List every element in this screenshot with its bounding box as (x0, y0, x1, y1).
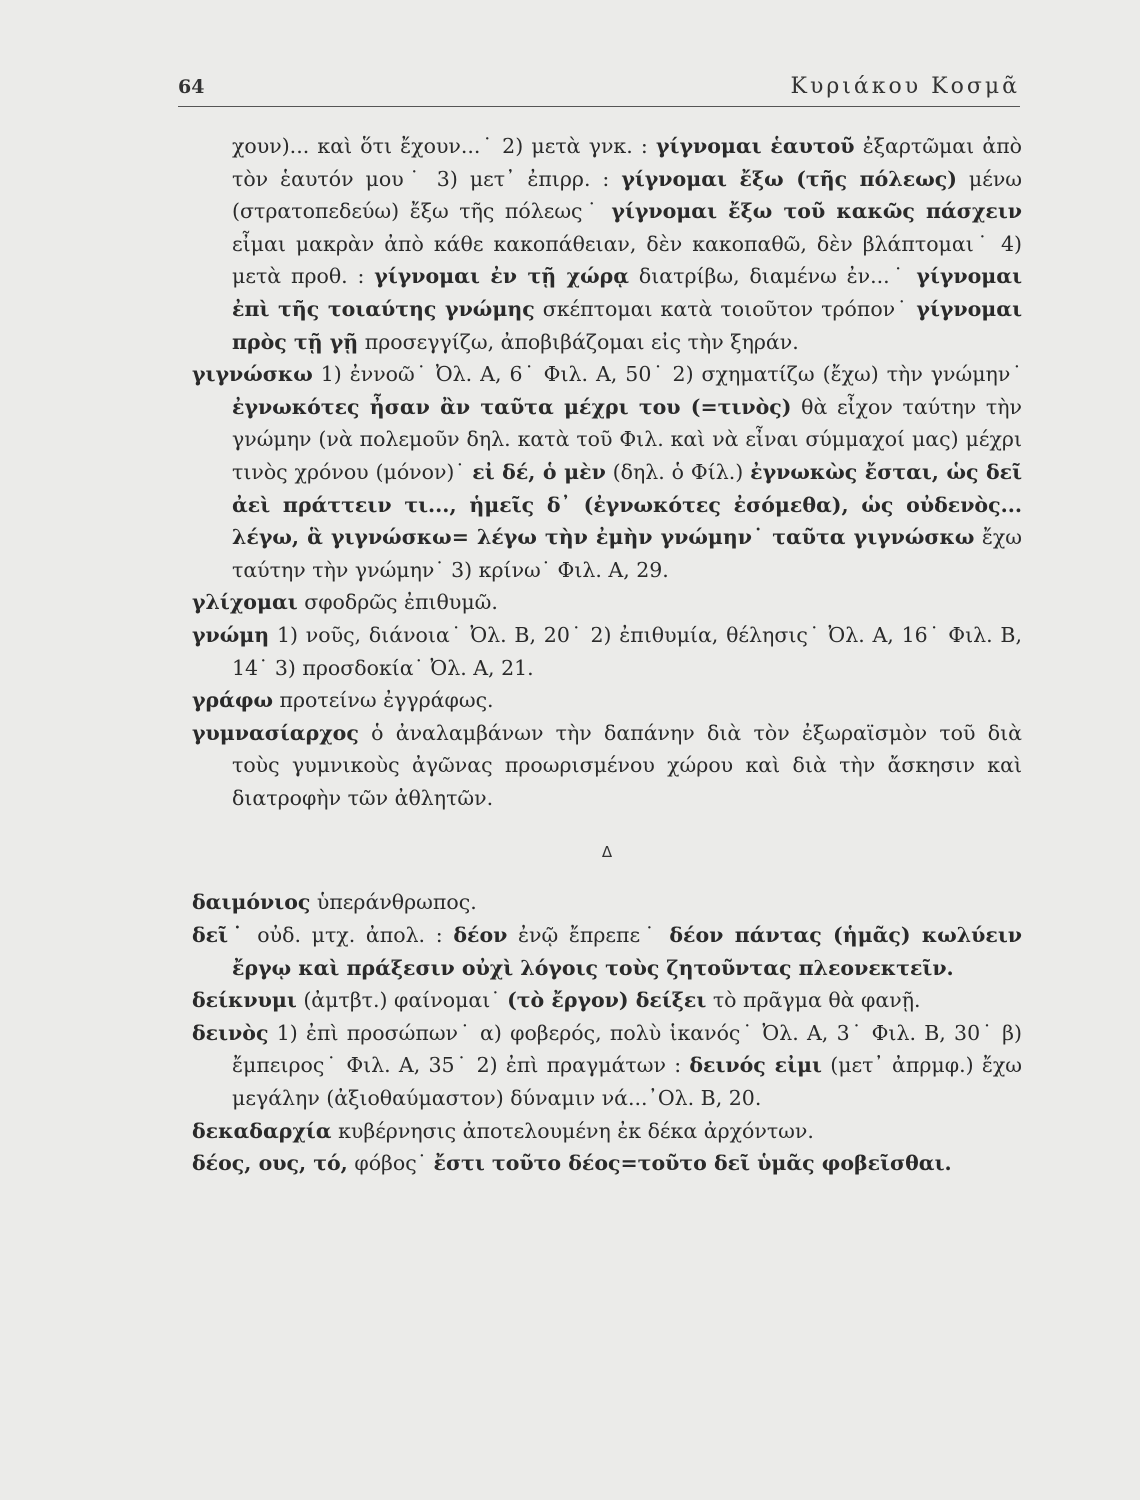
page-number: 64 (178, 76, 205, 98)
entry-text: προτείνω ἐγγράφως. (273, 688, 494, 713)
entry-bold-text: γυμνασίαρχος (192, 720, 359, 745)
entry-bold-text: γιγνώσκω (192, 362, 313, 387)
glossary-entry (192, 919, 1022, 984)
entry-text: (ἀμτβτ.) φαίνομαι˙ (296, 988, 508, 1013)
entry-text: (δηλ. ὁ Φίλ.) (605, 459, 751, 484)
entry-bold-text: δείκνυμι (192, 988, 297, 1013)
entry-bold-text: γνώμη (192, 622, 270, 647)
entry-text: ἔχω ταύτην τὴν γνώμην˙ 3) κρίνω˙ Φιλ. Α, 29. (232, 525, 1022, 582)
glossary-entry (192, 1115, 1022, 1148)
entry-bold-text: γράφω (192, 688, 274, 713)
entry-text: ὑπεράνθρωπος. (310, 890, 477, 915)
glossary-entry (192, 1147, 1022, 1180)
glossary-text (192, 130, 1022, 1180)
entry-text: 1) νοῦς, διάνοια˙ Ὀλ. Β, 20˙ 2) ἐπιθυμία, θέλησις˙ Ὀλ. Α, 16˙ Φιλ. Β, 14˙ 3) προσδοκία˙ Ὀλ. Α, 21. (232, 622, 1022, 680)
page-header (178, 72, 1020, 107)
glossary-block-delta (192, 886, 1022, 1179)
entry-bold-text: γίγνομαι ἔξω (τῆς πόλεως) (621, 166, 957, 191)
entry-bold-text: δεκαδαρχία (192, 1118, 332, 1143)
entry-bold-text: δαιμόνιος (192, 890, 311, 915)
entry-bold-text: (τὸ ἔργον) δείξει (507, 988, 707, 1013)
entry-text: οὐδ. μτχ. ἀπολ. : (246, 923, 454, 948)
entry-bold-text: ἐγνωκότες ἦσαν ἂν ταῦτα μέχρι του (=τινὸς) (232, 394, 792, 419)
glossary-entry (192, 619, 1022, 684)
glossary-entry (192, 586, 1022, 619)
glossary-entry (192, 1017, 1022, 1115)
entry-text: (μετ᾽ ἀπρμφ.) ἔχω μεγάλην (ἀξιοθαύμαστον) δύναμιν νά...᾽Ολ. Β, 20. (232, 1053, 1022, 1111)
glossary-entry (192, 358, 1022, 586)
entry-text: διατρίβω, διαμένω ἐν...˙ (629, 264, 917, 289)
entry-text: 1) ἐννοῶ˙ Ὀλ. Α, 6˙ Φιλ. Α, 50˙ 2) σχηματίζω (ἔχω) τὴν γνώμην˙ (312, 362, 1022, 387)
entry-bold-text: δεινός εἰμι (689, 1053, 822, 1078)
entry-text: τὸ πρᾶγμα θὰ φανῇ. (706, 988, 921, 1013)
entry-bold-text: δεινὸς (192, 1020, 269, 1045)
entry-bold-text: γίγνομαι ἑαυτοῦ (656, 134, 855, 158)
entry-text: ἐξαρτῶμαι ἀπὸ τὸν ἑαυτόν μου˙ 3) μετ᾽ ἐπιρρ. : (232, 134, 1023, 191)
entry-text: θὰ εἶχον ταύτην τὴν γνώμην (νὰ πολεμοῦν δηλ. κατὰ τοῦ Φιλ. καὶ νὰ εἶναι σύμμαχοί μας) μέχρι τινὸς χρόνου (μόνον)˙ (232, 394, 1023, 484)
entry-bold-text: δέος, ους, τό, (192, 1151, 348, 1176)
glossary-entry (192, 717, 1022, 815)
entry-bold-text: γίγνομαι ἐν τῇ χώρᾳ (374, 264, 630, 289)
entry-text: εἶμαι μακρὰν ἀπὸ κάθε κακοπάθειαν, δὲν κακοπαθῶ, δὲν βλάπτομαι˙ 4) μετὰ προθ. : (232, 231, 1022, 289)
glossary-entry (192, 684, 1022, 717)
entry-bold-text: γίγνομαι ἐπὶ τῆς τοιαύτης γνώμης (232, 264, 1022, 321)
entry-text: μένω (στρατοπεδεύω) ἔξω τῆς πόλεως˙ (232, 166, 1023, 224)
entry-text: 1) ἐπὶ προσώπων˙ α) φοβερός, πολὺ ἱκανός˙ Ὀλ. Α, 3˙ Φιλ. Β, 30˙ β) ἔμπειρος˙ Φιλ. Α, 35˙ 2) ἐπὶ πραγμάτων : (232, 1020, 1022, 1078)
entry-bold-text: δέον (453, 923, 508, 948)
entry-text: προσεγγίζω, ἀποβιβάζομαι εἰς τὴν ξηράν. (358, 329, 799, 354)
entry-text: ὁ ἀναλαμβάνων τὴν δαπάνην διὰ τὸν ἐξωραϊσμὸν τοῦ διὰ τοὺς γυμνικοὺς ἀγῶνας προωρισμένου χώρου καὶ διὰ τὴν ἄσκησιν καὶ διατροφὴν τῶν ἀθλητῶν. (232, 720, 1022, 810)
entry-text: κυβέρνησις ἀποτελουμένη ἐκ δέκα ἀρχόντων. (331, 1118, 814, 1143)
entry-bold-text: δέον πάντας (ἡμᾶς) κωλύειν ἔργῳ καὶ πράξεσιν οὐχὶ λόγοις τοὺς ζητοῦντας πλεονεκτεῖν. (232, 923, 1022, 980)
entry-bold-text: εἰ δέ, ὁ μὲν (472, 459, 606, 484)
entry-bold-text: γίγνομαι πρὸς τῇ γῇ (232, 296, 1022, 354)
entry-bold-text: ἐγνωκὼς ἔσται, ὡς δεῖ ἀεὶ πράττειν τι..., ἡμεῖς δ᾽ (ἐγνωκότες ἐσόμεθα), ὡς οὐδενὸς... λέγω, ἃ γιγνώσκω= λέγω τὴν ἐμὴν γνώμην˙ ταῦτα γιγνώσκω (232, 459, 1022, 550)
entry-text: χουν)... καὶ ὅτι ἔχουν...˙ 2) μετὰ γνκ. : (232, 134, 656, 158)
entry-bold-text: ἔστι τοῦτο δέος=τοῦτο δεῖ ὑμᾶς φοβεῖσθαι. (433, 1151, 952, 1176)
entry-text: ἐνῷ ἔπρεπε˙ (507, 923, 670, 948)
section-letter: Δ (601, 843, 613, 862)
entry-bold-text: γλίχομαι (192, 590, 298, 615)
entry-bold-text: δεῖ˙ (192, 923, 247, 948)
entry-text: σκέπτομαι κατὰ τοιοῦτον τρόπον˙ (534, 296, 917, 321)
glossary-entry (192, 886, 1022, 919)
running-title: Κυριάκου Κοσμᾶ (790, 74, 1020, 99)
entry-bold-text: γίγνομαι ἔξω τοῦ κακῶς πάσχειν (611, 199, 1023, 224)
entry-text: σφοδρῶς ἐπιθυμῶ. (297, 590, 498, 615)
glossary-entry (192, 984, 1022, 1017)
glossary-block-gamma (192, 130, 1022, 814)
entry-text: φόβος˙ (347, 1151, 434, 1176)
glossary-entry (192, 130, 1022, 358)
